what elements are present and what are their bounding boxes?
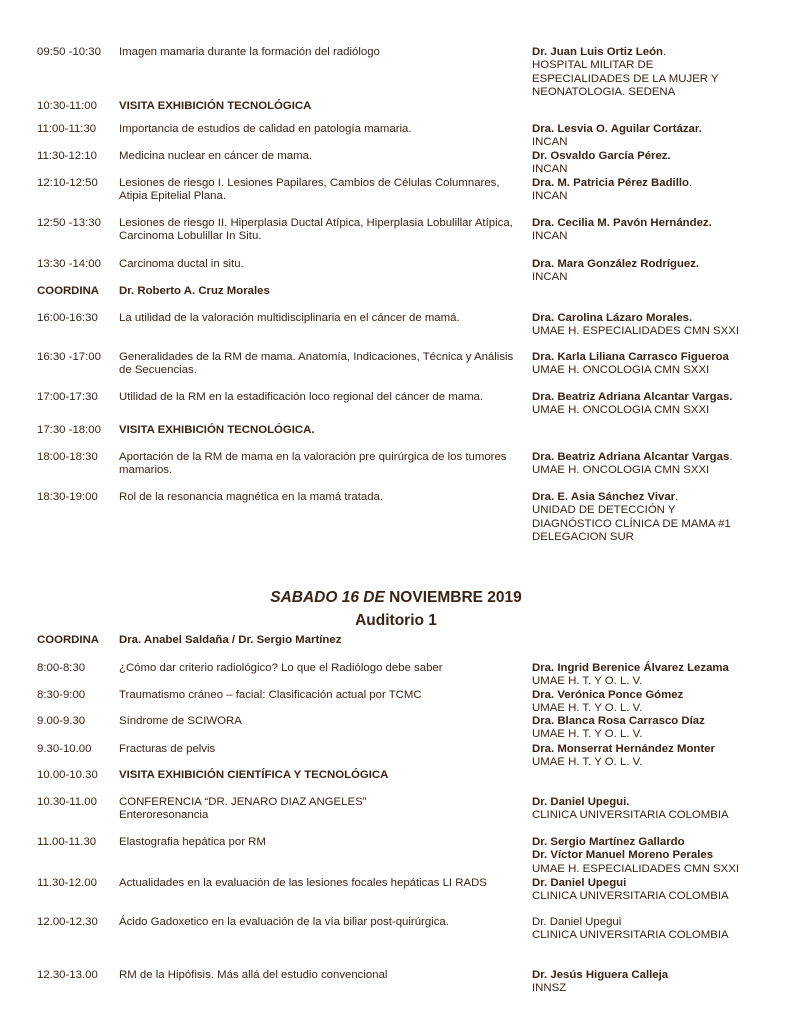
speaker-name: Dr. Juan Luis Ortiz León — [532, 46, 664, 58]
session-topic — [119, 796, 519, 823]
session-topic — [119, 177, 519, 204]
speaker-affiliation: CLINICA UNIVERSITARIA COLOMBIA — [532, 890, 729, 903]
speaker-block — [532, 796, 782, 823]
speaker-name: Dra. Verónica Ponce Gómez — [532, 689, 684, 701]
topic-text: ¿Cómo dar criterio radiológico? Lo que el Radiólogo debe saber — [119, 662, 443, 674]
session-highlight: Dra. Anabel Saldaña / Dr. Sergio Martínez — [119, 634, 342, 646]
speaker-affiliation: INCAN — [532, 271, 568, 284]
speaker-name: Dra. Mara González Rodríguez. — [532, 258, 700, 270]
speaker-block — [532, 150, 782, 177]
session-time: 16:00-16:30 — [37, 312, 98, 324]
speaker-name: Dra. Blanca Rosa Carrasco Díaz — [532, 715, 705, 727]
speaker-name: Dr. Daniel Upegui — [532, 877, 627, 889]
topic-text: Rol de la resonancia magnética en la mamá tratada. — [119, 491, 384, 503]
session-topic — [119, 217, 519, 244]
topic-text: Lesiones de riesgo II. Hiperplasia Ductal Atípica, Hiperplasia Lobulillar Atípica, Carcinoma Lobulillar In Situ. — [119, 217, 513, 243]
session-time: 17:00-17:30 — [37, 391, 98, 403]
speaker-affiliation: NEONATOLOGIA. SEDENA — [532, 86, 676, 99]
session-time: 11:00-11:30 — [37, 123, 97, 135]
speaker-name: Dra. Monserrat Hernández Monter — [532, 743, 715, 755]
topic-text: Generalidades de la RM de mama. Anatomía, Indicaciones, Técnica y Análisis de Secuencias. — [119, 351, 514, 377]
speaker-block — [532, 715, 782, 742]
topic-text: Aportación de la RM de mama en la valoración pre quirúrgica de los tumores mamarios. — [119, 451, 507, 477]
session-topic — [119, 662, 519, 675]
session-topic — [119, 743, 519, 756]
speaker-block — [532, 258, 782, 285]
speaker-name: Dr. Osvaldo García Pérez. — [532, 150, 671, 162]
speaker-line — [532, 123, 782, 136]
speaker-name: Dra. Lesvia O. Aguilar Cortázar. — [532, 123, 702, 135]
session-time: 8:00-8:30 — [37, 662, 86, 674]
speaker-block — [532, 491, 782, 545]
session-time: 18:30-19:00 — [37, 491, 98, 503]
speaker-block — [532, 662, 782, 689]
speaker-name: Dra. Beatriz Adriana Alcantar Vargas. — [532, 391, 733, 403]
topic-text: Lesiones de riesgo I. Lesiones Papilares, Cambios de Células Columnares, Atipia Epitelial Plana. — [119, 177, 500, 203]
speaker-block — [532, 312, 782, 339]
session-time: 18:00-18:30 — [37, 451, 98, 463]
topic-text: Medicina nuclear en cáncer de mama. — [119, 150, 313, 162]
session-topic — [119, 46, 519, 59]
speaker-name: Dra. Beatriz Adriana Alcantar Vargas — [532, 451, 730, 463]
speaker-block — [532, 836, 782, 876]
speaker-line — [532, 836, 782, 849]
speaker-line — [532, 969, 782, 982]
speaker-line — [532, 491, 782, 504]
speaker-block — [532, 916, 782, 943]
session-time: 12:50 -13:30 — [37, 217, 101, 229]
topic-text: Elastografia hepática por RM — [119, 836, 266, 848]
topic-text: Importancia de estudios de calidad en patología mamaria. — [119, 123, 412, 135]
topic-subtitle: Enteroresonancia — [119, 809, 209, 822]
speaker-affiliation: UMAE H. T. Y O. L. V. — [532, 702, 643, 715]
session-time: 12.30-13.00 — [37, 969, 98, 981]
speaker-affiliation: CLINICA UNIVERSITARIA COLOMBIA — [532, 809, 729, 822]
speaker-name: Dra. E. Asia Sánchez Vivar — [532, 491, 676, 503]
speaker-line — [532, 451, 782, 464]
session-topic — [119, 689, 519, 702]
speaker-block — [532, 969, 782, 996]
speaker-name: Dr. Jesús Higuera Calleja — [532, 969, 669, 981]
topic-text: Utilidad de la RM en la estadificación loco regional del cáncer de mama. — [119, 391, 484, 403]
session-topic — [119, 312, 519, 325]
speaker-block — [532, 689, 782, 716]
speaker-affiliation: HOSPITAL MILITAR DE — [532, 59, 654, 72]
session-topic — [119, 916, 519, 929]
session-topic — [119, 258, 519, 271]
session-topic — [119, 715, 519, 728]
session-time: 12.00-12.30 — [37, 916, 98, 928]
session-highlight: VISITA EXHIBICIÓN TECNOLÓGICA. — [119, 424, 315, 436]
session-time: 17:30 -18:00 — [37, 424, 101, 436]
topic-text: La utilidad de la valoración multidisciplinaria en el cáncer de mamá. — [119, 312, 460, 324]
session-time: 11:30-12:10 — [37, 150, 97, 162]
topic-text: CONFERENCIA “DR. JENARO DIAZ ANGELES” — [119, 796, 367, 808]
speaker-affiliation: INCAN — [532, 136, 568, 149]
topic-text: Imagen mamaria durante la formación del radiólogo — [119, 46, 380, 58]
session-time: 13:30 -14:00 — [37, 258, 101, 270]
session-time: 16:30 -17:00 — [37, 351, 101, 363]
speaker-line — [532, 150, 782, 163]
speaker-block — [532, 451, 782, 478]
speaker-affiliation: DELEGACION SUR — [532, 531, 634, 544]
speaker-affiliation: INCAN — [532, 190, 568, 203]
speaker-suffix: . — [729, 451, 733, 463]
speaker-line — [532, 662, 782, 675]
speaker-name: Dr. Daniel Upegui. — [532, 796, 630, 808]
session-topic — [119, 150, 519, 163]
speaker-affiliation: UMAE H. ONCOLOGIA CMN SXXI — [532, 404, 710, 417]
session-highlight: VISITA EXHIBICIÓN TECNOLÓGICA — [119, 100, 312, 112]
speaker-line — [532, 689, 782, 702]
speaker-name: Dr. Sergio Martínez Gallardo — [532, 836, 685, 848]
session-highlight: VISITA EXHIBICIÓN CIENTÍFICA Y TECNOLÓGICA — [119, 769, 389, 781]
speaker-line — [532, 46, 782, 59]
speaker-line — [532, 743, 782, 756]
session-time: 9.00-9.30 — [37, 715, 86, 727]
session-topic — [119, 877, 519, 890]
speaker-name: Dra. Cecilia M. Pavón Hernández. — [532, 217, 712, 229]
session-topic — [119, 391, 519, 404]
coordinator-label: COORDINA — [37, 285, 100, 297]
speaker-block — [532, 46, 782, 100]
topic-text: Fracturas de pelvis — [119, 743, 216, 755]
session-time: 11.00-11.30 — [37, 836, 97, 848]
speaker-affiliation: INCAN — [532, 163, 568, 176]
speaker-block — [532, 123, 782, 150]
auditorium-title: Auditorio 1 — [355, 612, 437, 629]
speaker-name: Dr. Víctor Manuel Moreno Perales — [532, 849, 714, 862]
speaker-affiliation: UMAE H. ESPECIALIDADES CMN SXXI — [532, 862, 739, 875]
session-time: 8:30-9:00 — [37, 689, 86, 701]
speaker-affiliation: UMAE H. T. Y O. L. V. — [532, 675, 643, 688]
speaker-affiliation: INCAN — [532, 230, 568, 243]
session-topic — [119, 451, 519, 478]
session-time: 11.30-12.00 — [37, 877, 97, 889]
session-topic — [119, 123, 519, 136]
speaker-affiliation: UMAE H. ONCOLOGIA CMN SXXI — [532, 364, 710, 377]
speaker-affiliation: CLINICA UNIVERSITARIA COLOMBIA — [532, 929, 729, 942]
speaker-affiliation: UMAE H. T. Y O. L. V. — [532, 728, 643, 741]
speaker-affiliation: DIAGNÓSTICO CLÍNICA DE MAMA #1 — [532, 517, 731, 530]
speaker-suffix: . — [675, 491, 679, 503]
session-time: 9.30-10.00 — [37, 743, 92, 755]
speaker-line — [532, 258, 782, 271]
speaker-name: Dra. Karla Liliana Carrasco Figueroa — [532, 351, 729, 363]
session-topic — [119, 491, 519, 504]
speaker-line — [532, 217, 782, 230]
speaker-block — [532, 177, 782, 204]
speaker-line — [532, 715, 782, 728]
session-topic — [119, 969, 519, 982]
speaker-affiliation: UMAE H. T. Y O. L. V. — [532, 756, 643, 769]
session-time: 10.00-10.30 — [37, 769, 98, 781]
speaker-block — [532, 743, 782, 770]
speaker-affiliation: ESPECIALIDADES DE LA MUJER Y — [532, 72, 719, 85]
topic-text: RM de la Hipófisis. Más allá del estudio convencional — [119, 969, 388, 981]
speaker-name: Dr. Daniel Upegui — [532, 916, 622, 928]
session-topic — [119, 836, 519, 849]
day-header: SABADO 16 DE NOVIEMBRE 2019 — [270, 589, 522, 606]
session-topic — [119, 351, 519, 378]
speaker-line — [532, 877, 782, 890]
session-highlight: Dr. Roberto A. Cruz Morales — [119, 285, 270, 297]
session-time: 12:10-12:50 — [37, 177, 98, 189]
speaker-affiliation: UNIDAD DE DETECCIÓN Y — [532, 504, 676, 517]
speaker-affiliation: UMAE H. ONCOLOGIA CMN SXXI — [532, 464, 710, 477]
speaker-block — [532, 351, 782, 378]
speaker-name: Dra. Carolina Lázaro Morales. — [532, 312, 693, 324]
speaker-block — [532, 217, 782, 244]
session-time: 09:50 -10:30 — [37, 46, 101, 58]
coordinator-label: COORDINA — [37, 634, 100, 646]
speaker-line — [532, 796, 782, 809]
speaker-line — [532, 177, 782, 190]
topic-text: Carcinoma ductal in situ. — [119, 258, 244, 270]
session-time: 10:30-11:00 — [37, 100, 97, 112]
speaker-block — [532, 877, 782, 904]
speaker-name: Dra. Ingrid Berenice Álvarez Lezama — [532, 662, 729, 674]
topic-text: Síndrome de SCIWORA — [119, 715, 242, 727]
topic-text: Traumatismo cráneo – facial: Clasificación actual por TCMC — [119, 689, 422, 701]
session-time: 10.30-11.00 — [37, 796, 97, 808]
speaker-affiliation: UMAE H. ESPECIALIDADES CMN SXXI — [532, 325, 739, 338]
speaker-line — [532, 916, 782, 929]
speaker-affiliation: INNSZ — [532, 982, 567, 995]
speaker-name: Dra. M. Patricia Pérez Badillo — [532, 177, 689, 189]
topic-text: Ácido Gadoxetico en la evaluación de la vía biliar post-quirúrgica. — [119, 916, 449, 928]
speaker-line — [532, 312, 782, 325]
speaker-line — [532, 351, 782, 364]
speaker-block — [532, 391, 782, 418]
speaker-suffix: . — [689, 177, 693, 189]
topic-text: Actualidades en la evaluación de las lesiones focales hepáticas LI RADS — [119, 877, 487, 889]
speaker-line — [532, 391, 782, 404]
speaker-suffix: . — [663, 46, 667, 58]
